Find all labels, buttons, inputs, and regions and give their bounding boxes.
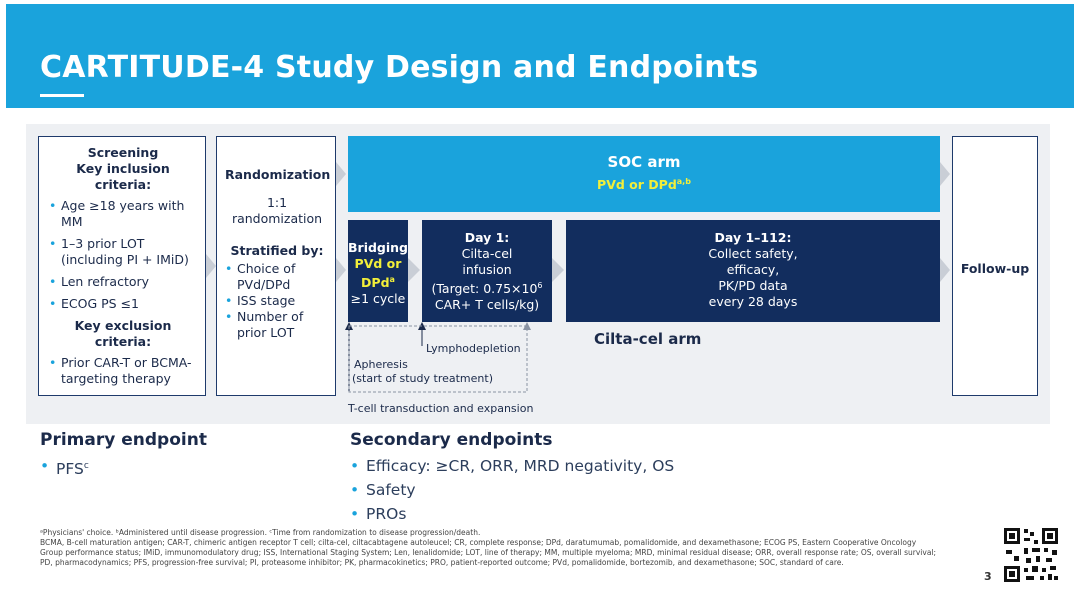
primary-endpoint-list [40,454,89,481]
day1-line3 [422,278,552,297]
stratified-heading: Stratified by: [230,243,324,258]
bridging-drug-line2 [348,272,408,291]
stratified-list [225,261,329,341]
inclusion-heading: Key inclusion criteria: [76,161,170,192]
secondary-endpoint-item: • Efficacy: ≥CR, ORR, MRD negativity, OS [350,454,674,478]
cilta-cel-arm-label: Cilta-cel arm [594,330,702,348]
day1-target-exponent: 6 [537,281,543,290]
day1-line2: infusion [462,262,512,277]
inclusion-item: • ECOG PS ≤1 [49,296,197,312]
page-title: CARTITUDE-4 Study Design and Endpoints [40,50,759,85]
exclusion-list [49,355,197,387]
secondary-endpoint-item: • Safety [350,478,674,502]
apheresis-note: (start of study treatment) [352,372,493,385]
arrow-randomization-to-soc [336,162,346,186]
secondary-endpoint-item: • PROs [350,502,674,526]
inclusion-item: • Age ≥18 years with MM [49,198,197,230]
apheresis-label: Apheresis [354,358,408,371]
day112-line1: Collect safety, [708,246,798,261]
page-number: 3 [984,570,992,583]
arrow-day112-to-followup [940,258,950,282]
inclusion-list [49,198,197,312]
day112-heading: Day 1–112: [714,230,792,245]
primary-endpoint-heading: Primary endpoint [40,430,207,450]
soc-arm-box [348,136,940,212]
follow-up-label: Follow-up [960,261,1030,276]
exclusion-heading: Key exclusion criteria: [74,318,172,349]
arrow-soc-to-followup [940,162,950,186]
arrow-screening-to-randomization [206,254,216,278]
day112-box [566,220,940,322]
primary-endpoint-text: PFS [56,460,84,479]
day1-line1: Cilta-cel [461,246,513,261]
bridging-drug-footnote: a [389,275,395,284]
study-design-diagram [26,124,1050,424]
stratified-item: • Number of prior LOT [225,309,329,341]
inclusion-item: • Len refractory [49,274,197,290]
primary-endpoint-footnote: c [83,461,89,471]
footnote-line1: ᵃPhysicians' choice. ᵇAdministered until disease progression. ᶜTime from randomization to disease progression/death. [40,528,481,537]
day112-line4: every 28 days [708,294,798,309]
inclusion-item: • 1–3 prior LOT (including PI + IMiD) [49,236,197,268]
soc-arm-heading: SOC arm [607,153,681,171]
screening-box [38,136,206,396]
follow-up-box [952,136,1038,396]
screening-heading: Screening [87,145,159,160]
stratified-item: • ISS stage [225,293,329,309]
secondary-endpoints-list [350,454,674,526]
primary-endpoint-item [40,454,89,481]
qr-code-icon[interactable] [1002,526,1060,584]
arrow-day1-to-day112 [552,258,564,282]
day112-line3: PK/PD data [718,278,788,293]
arrow-randomization-to-bridging [336,258,346,282]
arrow-bridging-to-day1 [408,258,420,282]
title-underline [40,94,84,97]
footnote-abbreviations: BCMA, B-cell maturation antigen; CAR-T, chimeric antigen receptor T cell; cilta-cel, ciltacabtagene autoleucel; CR, complete response; DPd, daratumumab, pomalidomide, and dexamethasone; ECOG PS, Eastern Cooperative Oncology Group performance status; IMiD, immunomodulatory drug; ISS, International Staging System; Len, lenalidomide; LOT, line of therapy; MM, multiple myeloma; MRD, minimal residual disease; ORR, overall response rate; OS, overall survival; PD, pharmacodynamics; PFS, progression-free survival; PI, proteasome inhibitor; PK, pharmacokinetics; PRO, patient-reported outcome; PVd, pomalidomide, bortezomib, and dexamethasone; SOC, standard of care. [40,538,937,567]
lymphodepletion-label: Lymphodepletion [426,342,521,355]
randomization-ratio: 1:1 randomization [231,195,323,226]
bridging-drug-line1: PVd or [354,256,402,271]
bridging-heading: Bridging [348,240,409,255]
secondary-endpoints-heading: Secondary endpoints [350,430,553,450]
bridging-cycle: ≥1 cycle [350,291,406,307]
randomization-box [216,136,336,396]
stratified-item: • Choice of PVd/DPd [225,261,329,293]
day1-heading: Day 1: [464,230,510,245]
bridging-box [348,220,408,322]
footnotes [40,528,940,568]
day1-line4: CAR+ T cells/kg) [434,297,540,313]
day1-target-text: (Target: 0.75×10 [431,281,538,297]
bridging-drug-text: DPd [361,275,390,291]
soc-drug-text: PVd or DPd [597,177,677,193]
title-banner [6,4,1074,108]
soc-arm-drug [348,177,940,192]
soc-drug-footnote: a,b [676,177,691,186]
randomization-heading: Randomization [225,167,331,182]
exclusion-item: • Prior CAR-T or BCMA-targeting therapy [49,355,197,387]
day1-box [422,220,552,322]
day112-line2: efficacy, [726,262,780,277]
transduction-label: T-cell transduction and expansion [348,402,534,415]
